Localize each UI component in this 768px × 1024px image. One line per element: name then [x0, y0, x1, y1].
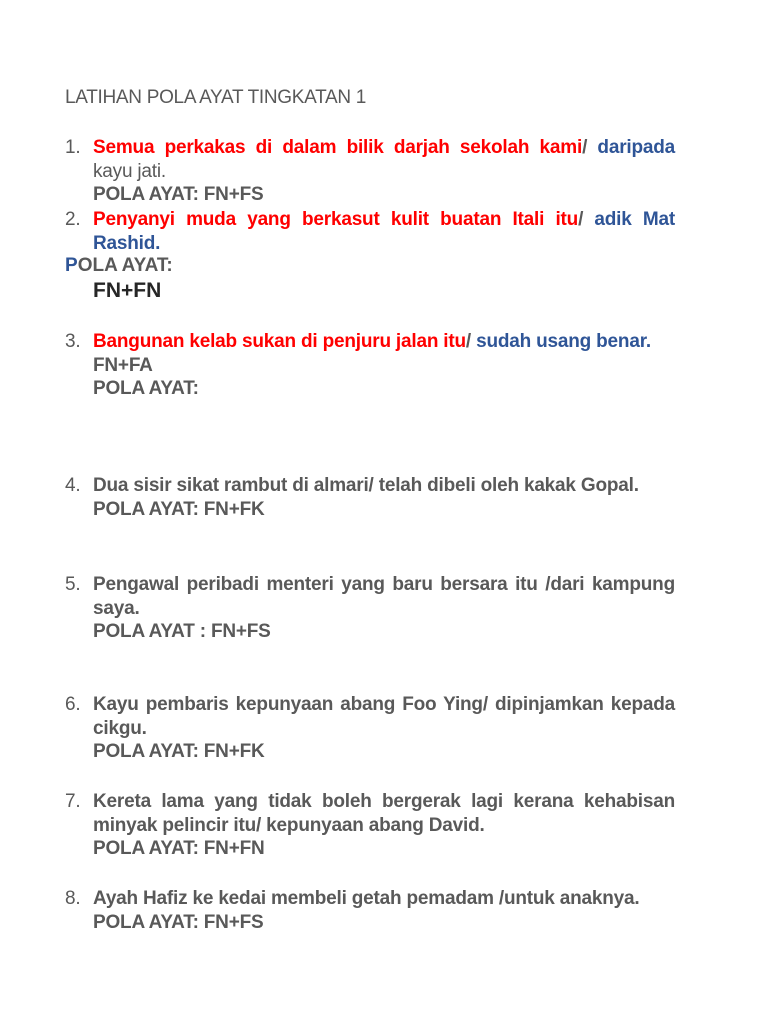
exercise-item-3 — [65, 330, 675, 401]
item-number: 3. — [65, 331, 81, 352]
exercise-item-6 — [65, 693, 675, 764]
item-sentence: Kereta lama yang tidak boleh bergerak lagi kerana kehabisan minyak pelincir itu/ kepunyaan abang David. — [93, 791, 675, 836]
exercise-item-8 — [65, 887, 675, 934]
pola-ayat-answer: POLA AYAT: FN+FS — [93, 911, 264, 933]
item-sentence — [93, 330, 675, 354]
item-number: 2. — [65, 209, 81, 230]
pola-rest: OLA AYAT: — [77, 255, 173, 276]
exercise-item-7 — [65, 790, 675, 861]
item-number: 6. — [65, 694, 81, 715]
exercise-item-5 — [65, 573, 675, 644]
item-number: 8. — [65, 888, 81, 909]
item-sentence — [93, 208, 675, 255]
slash-divider: / — [465, 331, 472, 352]
exercise-item-4 — [65, 474, 675, 521]
exercise-item-1 — [65, 136, 675, 207]
predicate-continuation: Rashid. — [93, 232, 161, 254]
predicate-continuation: kayu jati. — [93, 160, 166, 182]
pola-ayat-label: POLA AYAT: — [93, 378, 199, 399]
pola-ayat-answer: POLA AYAT: FN+FK — [93, 741, 265, 762]
subject-phrase: Penyanyi muda yang berkasut kulit buatan Itali itu — [93, 209, 579, 230]
item-number: 5. — [65, 574, 81, 595]
pola-ayat-answer-2: FN+FN — [93, 279, 162, 302]
subject-phrase: Semua perkakas di dalam bilik darjah sekolah kami — [93, 137, 583, 158]
item-number: 7. — [65, 791, 81, 812]
pola-ayat-answer: POLA AYAT : FN+FS — [93, 621, 271, 642]
predicate-phrase: sudah usang benar. — [471, 331, 651, 352]
subject-phrase: Bangunan kelab sukan di penjuru jalan itu — [93, 331, 466, 352]
item-sentence: Ayah Hafiz ke kedai membeli getah pemadam /untuk anaknya. — [93, 888, 640, 909]
item-number: 4. — [65, 475, 81, 496]
pola-ayat-answer: POLA AYAT: FN+FS — [93, 184, 264, 205]
pola-ayat-answer: POLA AYAT: FN+FK — [93, 498, 265, 520]
predicate-phrase: adik Mat — [583, 209, 675, 230]
slash-divider: / — [582, 137, 588, 158]
pola-ayat-label-2 — [65, 255, 173, 277]
item-sentence: Dua sisir sikat rambut di almari/ telah dibeli oleh kakak Gopal. — [93, 475, 639, 496]
slash-divider: / — [578, 209, 584, 230]
item-sentence: Pengawal peribadi menteri yang baru bersara itu /dari kampung saya. — [93, 574, 675, 619]
pola-first-letter: P — [65, 255, 78, 276]
pola-answer: FN+FA — [93, 354, 153, 376]
exercise-item-2 — [65, 208, 675, 255]
document-title: LATIHAN POLA AYAT TINGKATAN 1 — [65, 87, 367, 108]
item-sentence — [93, 136, 675, 183]
pola-ayat-answer: POLA AYAT: FN+FN — [93, 838, 265, 859]
item-number: 1. — [65, 137, 81, 158]
item-sentence: Kayu pembaris kepunyaan abang Foo Ying/ dipinjamkan kepada cikgu. — [93, 694, 675, 739]
predicate-phrase: daripada — [587, 137, 676, 158]
